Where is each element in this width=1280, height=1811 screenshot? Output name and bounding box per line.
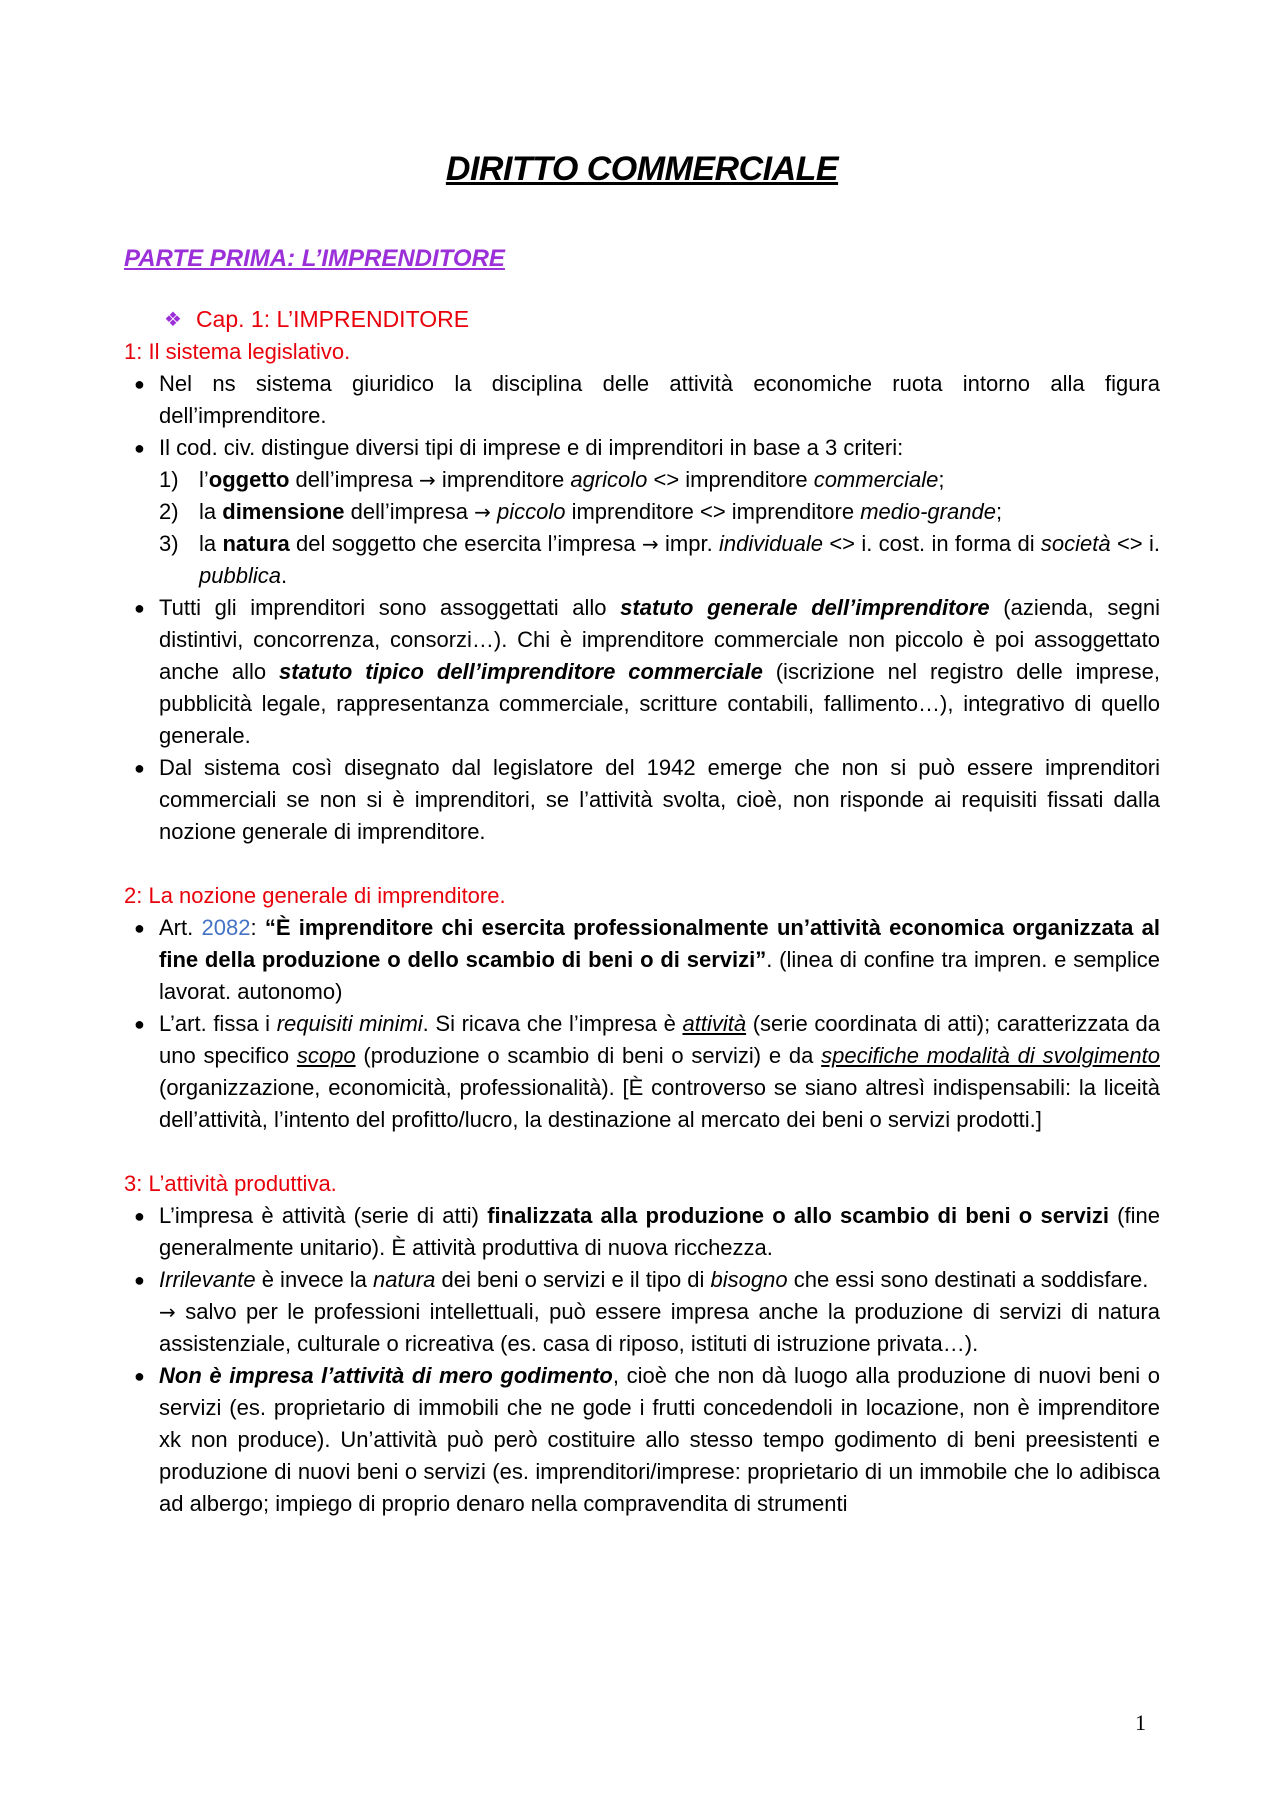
section-2-list (124, 912, 1160, 1136)
bullet-icon: ● (134, 1366, 145, 1386)
list-item: ● Irrilevante è invece la natura dei beni o servizi e il tipo di bisogno che essi sono destinati a soddisfare. → salvo per le professioni intellettuali, può essere impresa anche la produzione di servizi di natura assistenziale, culturale o ricreativa (es. casa di riposo, istituti di istruzione privata…). (124, 1264, 1160, 1360)
part-heading: PARTE PRIMA: L’IMPRENDITORE (124, 245, 505, 272)
list-item: ● Il cod. civ. distingue diversi tipi di imprese e di imprenditori in base a 3 criteri: 1) l’oggetto dell’impresa → imprenditore agricolo <> imprenditore commerciale; 2) la dimensione dell’impresa → piccolo imprenditore <> imprenditore medio-grande; 3) la natura del soggetto che esercita l’impresa → impr. individuale <> i. cost. in forma di società <> i. pubblica. (124, 432, 1160, 592)
numbered-item: 3) la natura del soggetto che esercita l’impresa → impr. individuale <> i. cost. in forma di società <> i. pubblica. (159, 531, 1160, 588)
list-item: ● Art. 2082: “È imprenditore chi esercita professionalmente un’attività economica organizzata al fine della produzione o dello scambio di beni o di servizi”. (linea di confine tra impren. e semplice lavorat. autonomo) (124, 912, 1160, 1008)
bullet-icon: ● (134, 1014, 145, 1034)
list-item: ● L’art. fissa i requisiti minimi. Si ricava che l’impresa è attività (serie coordinata di atti); caratterizzata da uno specifico scopo (produzione o scambio di beni o servizi) e da specifiche modalità di svolgimento (organizzazione, economicità, professionalità). [È controverso se siano altresì indispensabili: la liceità dell’attività, l’intento del profitto/lucro, la destinazione al mercato dei beni o servizi prodotti.] (124, 1008, 1160, 1136)
section-3-list (124, 1200, 1160, 1520)
chapter-heading (164, 306, 1160, 333)
article-link: 2082 (201, 915, 251, 940)
bullet-icon: ● (134, 598, 145, 618)
bullet-icon: ● (134, 374, 145, 394)
bullet-icon: ● (134, 918, 145, 938)
page-number: 1 (1135, 1710, 1146, 1735)
bullet-icon: ● (134, 758, 145, 778)
bullet-icon: ● (134, 438, 145, 458)
arrow-icon: → (419, 468, 436, 492)
numbered-item: 1) l’oggetto dell’impresa → imprenditore agricolo <> imprenditore commerciale; (159, 467, 945, 492)
document-page (124, 150, 1160, 1520)
diamond-bullet-icon: ❖ (164, 309, 182, 331)
arrow-icon: → (641, 532, 659, 556)
section-heading-1: 1: Il sistema legislativo. (124, 339, 351, 364)
arrow-icon: → (159, 1300, 176, 1324)
criteria-list (159, 464, 1160, 592)
chapter-title: Cap. 1: L’IMPRENDITORE (195, 306, 470, 332)
list-item: ● Tutti gli imprenditori sono assoggettati allo statuto generale dell’imprenditore (azienda, segni distintivi, concorrenza, consorzi…). Chi è imprenditore commerciale non piccolo è poi assoggettato anche allo statuto tipico dell’imprenditore commerciale (iscrizione nel registro delle imprese, pubblicità legale, rappresentanza commerciale, scritture contabili, fallimento…), integrativo di quello generale. (124, 592, 1160, 752)
arrow-icon: → (474, 500, 491, 524)
list-item: ● Nel ns sistema giuridico la disciplina delle attività economiche ruota intorno alla figura dell’imprenditore. (124, 368, 1160, 432)
list-item: ● Non è impresa l’attività di mero godimento, cioè che non dà luogo alla produzione di nuovi beni o servizi (es. proprietario di immobili che ne gode i frutti concedendoli in locazione, non è imprenditore xk non produce). Un’attività può però costituire allo stesso tempo godimento di beni preesistenti e produzione di nuovi beni o servizi (es. imprenditori/imprese: proprietario di un immobile che lo adibisca ad albergo; impiego di proprio denaro nella compravendita di strumenti (124, 1360, 1160, 1520)
bullet-icon: ● (134, 1206, 145, 1226)
bullet-icon: ● (134, 1270, 145, 1290)
list-item: ● Dal sistema così disegnato dal legislatore del 1942 emerge che non si può essere imprenditori commerciali se non si è imprenditori, se l’attività svolta, cioè, non risponde ai requisiti fissati dalla nozione generale di imprenditore. (124, 752, 1160, 848)
numbered-item: 2) la dimensione dell’impresa → piccolo imprenditore <> imprenditore medio-grande; (159, 499, 1003, 524)
document-title: DIRITTO COMMERCIALE (445, 150, 839, 188)
section-heading-3: 3: L’attività produttiva. (124, 1171, 337, 1196)
section-heading-2: 2: La nozione generale di imprenditore. (124, 883, 506, 908)
list-item: ● L’impresa è attività (serie di atti) finalizzata alla produzione o allo scambio di beni o servizi (fine generalmente unitario). È attività produttiva di nuova ricchezza. (124, 1200, 1160, 1264)
section-1-list (124, 368, 1160, 848)
